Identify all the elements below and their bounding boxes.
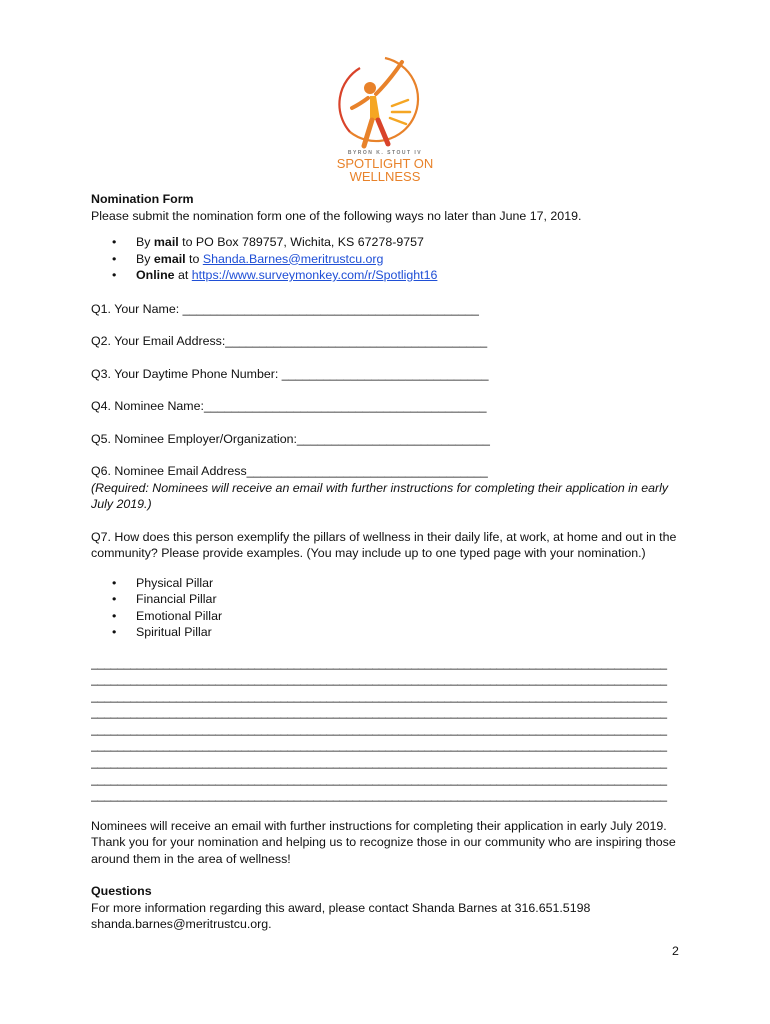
answer-line[interactable]: ________________________________________________________________________________________ xyxy=(91,755,667,770)
closing-paragraph: Nominees will receive an email with further instructions for completing their application in early July 2019. Thank you for your nomination and helping us to recognize those in our community who are inspiring those around them in the area of wellness! xyxy=(91,818,676,866)
method-online xyxy=(91,267,691,284)
method-mail-bold: mail xyxy=(153,235,179,249)
question-5[interactable]: Q5. Nominee Employer/Organization:____________________________ xyxy=(91,431,490,446)
method-mail-pre: By xyxy=(136,235,154,249)
pillar-item: • Emotional Pillar xyxy=(91,608,691,625)
form-intro: Please submit the nomination form one of the following ways no later than June 17, 2019. xyxy=(91,208,582,223)
page-number: 2 xyxy=(672,944,679,958)
logo-byline: BYRON K. STOUT IV xyxy=(347,150,423,156)
questions-heading: Questions xyxy=(91,884,152,899)
method-email-post: to xyxy=(185,251,203,266)
method-online-post: at xyxy=(174,268,192,282)
answer-line[interactable]: ________________________________________________________________________________________ xyxy=(91,705,667,720)
questions-contact: For more information regarding this award, please contact Shanda Barnes at 316.651.5198 shanda.barnes@meritrustcu.org. xyxy=(91,900,591,932)
answer-line[interactable]: ________________________________________________________________________________________ xyxy=(91,688,667,703)
question-2[interactable]: Q2. Your Email Address:______________________________________ xyxy=(91,334,488,348)
question-4[interactable]: Q4. Nominee Name:_________________________________________ xyxy=(91,399,487,413)
question-1[interactable]: Q1. Your Name: ___________________________________________ xyxy=(91,301,479,316)
question-3[interactable]: Q3. Your Daytime Phone Number: ______________________________ xyxy=(91,366,489,381)
method-email-pre: By xyxy=(136,251,154,266)
method-email-bold: email xyxy=(153,251,186,266)
answer-line[interactable]: ________________________________________________________________________________________ xyxy=(91,738,667,753)
spotlight-on-wellness-logo xyxy=(330,50,440,190)
email-link[interactable]: Shanda.Barnes@meritrustcu.org xyxy=(202,251,384,266)
method-online-bold: Online xyxy=(136,268,175,282)
question-7: Q7. How does this person exemplify the pillars of wellness in their daily life, at work, at home and out in the community? Please provide examples. (You may include up to one typed page with your nomination.) xyxy=(91,529,677,560)
answer-line[interactable]: ________________________________________________________________________________________ xyxy=(91,721,667,736)
question-6-note: (Required: Nominees will receive an email with further instructions for completing their application in early July 2019.) xyxy=(91,480,669,511)
pillars-list xyxy=(91,575,691,641)
pillar-item: • Physical Pillar xyxy=(91,575,691,592)
method-mail xyxy=(91,234,691,251)
form-content xyxy=(91,191,691,933)
answer-line[interactable]: ________________________________________________________________________________________ xyxy=(91,788,667,803)
method-mail-address: to PO Box 789757, Wichita, KS 67278-9757 xyxy=(178,235,424,249)
logo-spotlight: SPOTLIGHT ON xyxy=(336,156,434,171)
answer-line[interactable]: ________________________________________________________________________________________ xyxy=(91,771,667,786)
logo-wellness: WELLNESS xyxy=(349,169,421,184)
answer-line[interactable]: ________________________________________________________________________________________ xyxy=(91,672,667,687)
pillar-item: • Financial Pillar xyxy=(91,591,691,608)
answer-line[interactable]: ________________________________________________________________________________________ xyxy=(91,655,667,670)
answer-lines[interactable] xyxy=(91,655,691,804)
pillar-item: • Spiritual Pillar xyxy=(91,624,691,641)
question-6[interactable]: Q6. Nominee Email Address___________________________________ xyxy=(91,464,488,478)
survey-link[interactable]: https://www.surveymonkey.com/r/Spotlight16 xyxy=(191,268,438,282)
method-email xyxy=(91,251,691,268)
form-title: Nomination Form xyxy=(91,192,194,206)
submission-methods xyxy=(91,234,691,284)
